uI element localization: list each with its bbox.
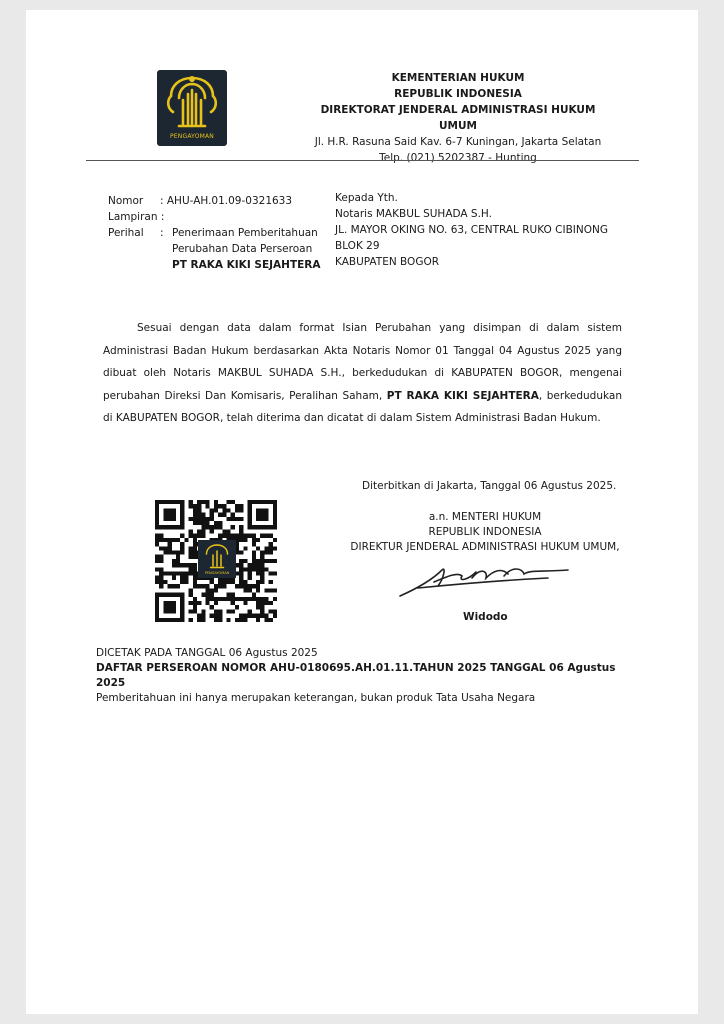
recipient-block-no: BLOK 29 (335, 240, 380, 252)
qr-finder-pattern (155, 593, 184, 622)
logo-caption: PENGAYOMAN (169, 133, 214, 140)
header-divider (86, 160, 639, 161)
body-part2: , berkedudukan di KABUPATEN BOGOR, telah diterima dan dicatat di dalam Sistem Administrasi Badan Hukum. (103, 389, 622, 424)
issued-date: Diterbitkan di Jakarta, Tanggal 06 Agustus 2025. (362, 480, 617, 492)
recipient-salutation: Kepada Yth. (335, 192, 398, 204)
perihal-row (108, 225, 322, 273)
signatory-line3: DIREKTUR JENDERAL ADMINISTRASI HUKUM UMUM, (350, 541, 620, 553)
body-company: PT RAKA KIKI SEJAHTERA (386, 389, 539, 402)
lampiran-row (108, 209, 322, 225)
qr-center-logo (198, 540, 236, 578)
printed-date: DICETAK PADA TANGGAL 06 Agustus 2025 (96, 647, 318, 659)
perihal-company: PT RAKA KIKI SEJAHTERA (172, 259, 321, 271)
header-address: Jl. H.R. Rasuna Said Kav. 6-7 Kuningan, Jakarta Selatan (314, 136, 602, 148)
company-register: DAFTAR PERSEROAN NOMOR AHU-0180695.AH.01.11.TAHUN 2025 TANGGAL 06 Agustus 2025 (96, 662, 616, 689)
signatory-block (340, 510, 630, 555)
recipient-name: Notaris MAKBUL SUHADA S.H. (335, 208, 492, 220)
recipient-address: JL. MAYOR OKING NO. 63, CENTRAL RUKO CIBINONG (335, 224, 608, 236)
lampiran-label: Lampiran : (108, 211, 165, 223)
perihal-label: Perihal (108, 227, 144, 239)
header-country: REPUBLIK INDONESIA (394, 88, 522, 100)
qr-logo-caption: PENGAYOMAN (204, 571, 230, 575)
signatory-name: Widodo (463, 611, 508, 623)
recipient-block (335, 190, 615, 270)
signatory-line2: REPUBLIK INDONESIA (428, 526, 542, 538)
nomor-row (108, 193, 322, 209)
handwritten-signature (398, 558, 573, 600)
letter-body (103, 317, 622, 430)
letter-meta (108, 193, 322, 273)
header-phone: Telp. (021) 5202387 - Hunting (379, 152, 537, 164)
ministry-logo (157, 70, 227, 146)
perihal-colon: : (160, 227, 164, 239)
nomor-value: : AHU-AH.01.09-0321633 (160, 195, 293, 207)
body-part1: Sesuai dengan data dalam format Isian Perubahan yang disimpan di dalam sistem Administrasi Badan Hukum berdasarkan Akta Notaris Nomor 01 Tanggal 04 Agustus 2025 yang dibuat oleh Notaris MAKBUL SUHADA S.H., berkedudukan di KABUPATEN BOGOR, mengenai perubahan Direksi Dan Komisaris, Peralihan Saham, (103, 322, 622, 402)
nomor-label: Nomor (108, 195, 144, 207)
header-ministry: KEMENTERIAN HUKUM (391, 72, 525, 84)
perihal-line2: Perubahan Data Perseroan (172, 243, 313, 255)
recipient-city: KABUPATEN BOGOR (335, 256, 440, 268)
qr-finder-pattern (248, 500, 277, 529)
signatory-line1: a.n. MENTERI HUKUM (428, 511, 542, 523)
perihal-line1: Penerimaan Pemberitahuan (172, 227, 318, 239)
header-directorate: DIREKTORAT JENDERAL ADMINISTRASI HUKUM UMUM (320, 104, 596, 132)
letterhead (300, 70, 616, 166)
qr-finder-pattern (155, 500, 184, 529)
footer (96, 646, 616, 706)
legal-note: Pemberitahuan ini hanya merupakan keterangan, bukan produk Tata Usaha Negara (96, 692, 536, 704)
